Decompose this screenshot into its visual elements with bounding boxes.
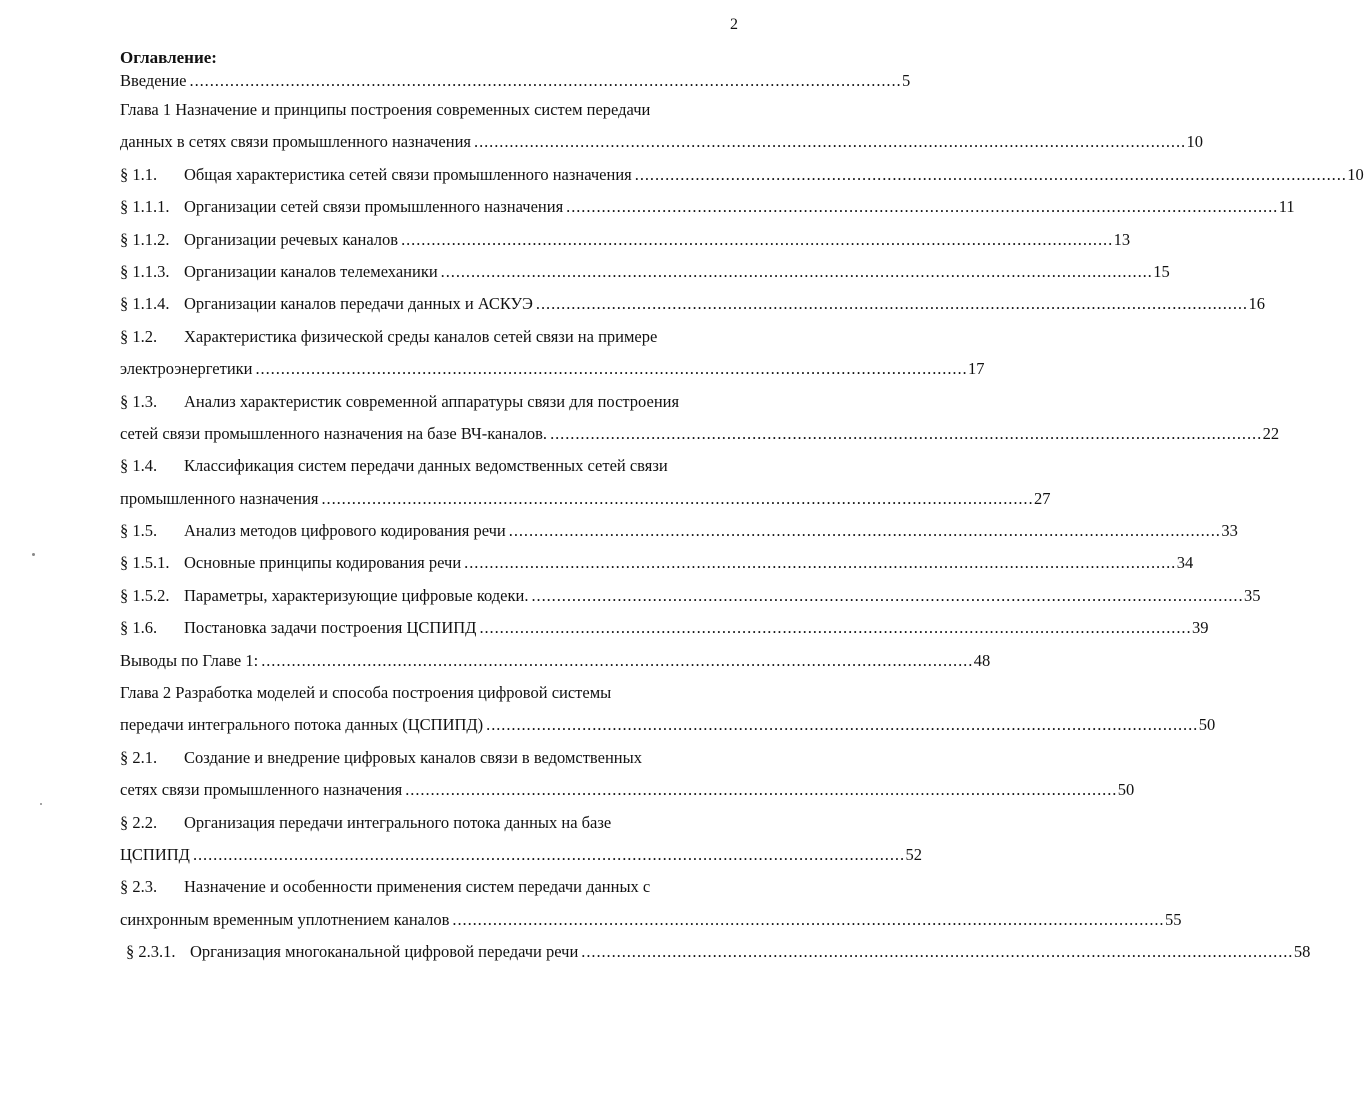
toc-entry-title: Общая характеристика сетей связи промышленного назначения [184, 164, 632, 184]
toc-entry [120, 936, 1311, 968]
toc-entry-title: передачи интегрального потока данных (ЦСПИПД) [120, 715, 484, 735]
toc-entry-page: 10 [1186, 132, 1204, 152]
toc-entry-number: § 1.5. [120, 521, 158, 541]
toc-entry-page: 39 [1191, 618, 1209, 638]
toc-entry-number: § 2.3.1. [126, 942, 176, 962]
toc-entry [120, 807, 742, 839]
toc-entry-page: 35 [1244, 585, 1261, 605]
toc-entry [120, 871, 742, 903]
toc-entry [120, 159, 1364, 191]
toc-entry [120, 742, 742, 774]
toc-entry-page: 15 [1153, 261, 1170, 281]
toc-entry-number: § 2.3. [120, 877, 158, 897]
toc-entry-title: Организации речевых каналов [184, 229, 399, 249]
toc-entry-title: Создание и внедрение цифровых каналов связи в ведомственных [184, 747, 642, 767]
toc-entry [120, 547, 1194, 579]
toc-entry-title: электроэнергетики [120, 359, 253, 379]
toc-leader-dots [474, 126, 1184, 158]
toc-entry-page: 22 [1262, 423, 1280, 443]
toc-leader-dots [566, 191, 1276, 223]
toc-title: Оглавление: [120, 48, 217, 67]
toc-leader-dots [405, 774, 1115, 806]
toc-leader-dots [581, 936, 1291, 968]
toc-entry-title: Анализ характеристик современной аппаратуры связи для построения [184, 391, 680, 411]
toc-entry-number: § 1.1.1. [120, 197, 170, 217]
toc-entry-title: Глава 2 Разработка моделей и способа построения цифровой системы [120, 683, 612, 703]
toc-leader-dots [452, 904, 1162, 936]
toc-lines [120, 68, 1364, 969]
toc-entry-page: 58 [1293, 942, 1311, 962]
toc-entry-page: 55 [1164, 909, 1182, 929]
toc-entry-title: Организации каналов передачи данных и АСКУЭ [184, 294, 533, 314]
toc-entry [120, 580, 1261, 612]
toc-entry-title: данных в сетях связи промышленного назначения [120, 132, 472, 152]
toc-entry [120, 839, 922, 871]
toc-entry [120, 68, 911, 94]
toc-entry-title: сетях связи промышленного назначения [120, 780, 403, 800]
toc-entry [120, 612, 1209, 644]
toc-entry-number: § 1.1.2. [120, 229, 170, 249]
toc-entry [120, 515, 1238, 547]
toc-leader-dots [261, 645, 971, 677]
toc-entry [120, 126, 1204, 158]
toc-leader-dots [550, 418, 1260, 450]
toc-entry-page: 50 [1198, 715, 1216, 735]
toc-entry-number: § 2.1. [120, 747, 158, 767]
toc-entry-title: Классификация систем передачи данных ведомственных сетей связи [184, 456, 668, 476]
toc-entry-number: § 1.3. [120, 391, 158, 411]
toc-leader-dots [193, 839, 903, 871]
toc-entry-number: § 1.1.4. [120, 294, 170, 314]
scan-speck [32, 553, 35, 556]
table-of-contents [120, 48, 1364, 969]
toc-entry-title: Организации сетей связи промышленного назначения [184, 197, 564, 217]
toc-entry-number: § 1.1.3. [120, 261, 170, 281]
toc-entry-title: Глава 1 Назначение и принципы построения современных систем передачи [120, 100, 651, 119]
toc-entry [120, 353, 985, 385]
toc-leader-dots [464, 547, 1174, 579]
page-number: 2 [730, 16, 738, 33]
toc-entry [120, 224, 1131, 256]
toc-leader-dots [536, 288, 1246, 320]
toc-entry-page: 5 [902, 71, 911, 90]
toc-entry [120, 904, 1182, 936]
toc-entry [120, 677, 742, 709]
toc-leader-dots [321, 483, 1031, 515]
toc-entry-number: § 1.5.2. [120, 585, 170, 605]
scan-speck [40, 803, 42, 805]
toc-entry-title: Организации каналов телемеханики [184, 261, 438, 281]
toc-entry-title: сетей связи промышленного назначения на базе ВЧ-каналов. [120, 423, 548, 443]
toc-entry-title: Организация многоканальной цифровой передачи речи [190, 942, 579, 962]
toc-entry-title: Назначение и особенности применения систем передачи данных с [184, 877, 651, 897]
toc-entry-page: 27 [1034, 488, 1051, 508]
toc-entry-number: § 1.1. [120, 164, 158, 184]
toc-entry-page: 50 [1117, 780, 1135, 800]
toc-entry-page: 10 [1347, 164, 1364, 184]
toc-entry-title: Характеристика физической среды каналов сетей связи на примере [184, 326, 658, 346]
toc-entry-page: 13 [1113, 229, 1131, 249]
toc-leader-dots [509, 515, 1219, 547]
toc-leader-dots [441, 256, 1151, 288]
toc-entry [120, 418, 1280, 450]
toc-leader-dots [486, 709, 1196, 741]
toc-entry-page: 34 [1176, 553, 1194, 573]
toc-entry-title: синхронным временным уплотнением каналов [120, 909, 450, 929]
toc-entry-title: ЦСПИПД [120, 844, 190, 864]
toc-entry [120, 321, 742, 353]
toc-entry [120, 709, 1216, 741]
toc-entry-page: 11 [1278, 197, 1295, 217]
toc-entry-page: 33 [1221, 521, 1238, 541]
toc-entry [120, 645, 991, 677]
toc-entry-title: Анализ методов цифрового кодирования речи [184, 521, 506, 541]
toc-entry-number: § 1.2. [120, 326, 158, 346]
toc-entry [120, 256, 1170, 288]
toc-entry-title: Введение [120, 71, 187, 90]
toc-leader-dots [531, 580, 1241, 612]
toc-entry [120, 94, 742, 126]
toc-entry-title: Основные принципы кодирования речи [184, 553, 462, 573]
toc-entry-page: 52 [905, 844, 922, 864]
toc-entry [120, 483, 1051, 515]
toc-entry [120, 288, 1265, 320]
toc-entry [120, 450, 742, 482]
toc-leader-dots [256, 353, 966, 385]
toc-entry-number: § 1.6. [120, 618, 158, 638]
toc-entry-title: промышленного назначения [120, 488, 319, 508]
toc-entry-page: 48 [973, 650, 991, 670]
toc-entry [120, 774, 1135, 806]
toc-entry-page: 17 [968, 359, 985, 379]
toc-leader-dots [401, 224, 1111, 256]
toc-leader-dots [635, 159, 1345, 191]
toc-entry-title: Выводы по Главе 1: [120, 650, 259, 670]
toc-entry [120, 386, 742, 418]
toc-entry-title: Организация передачи интегрального потока данных на базе [184, 812, 612, 832]
toc-entry-page: 16 [1248, 294, 1265, 314]
toc-entry [120, 191, 1295, 223]
toc-entry-number: § 1.4. [120, 456, 158, 476]
toc-entry-number: § 2.2. [120, 812, 158, 832]
toc-leader-dots [479, 612, 1189, 644]
toc-entry-title: Постановка задачи построения ЦСПИПД [184, 618, 477, 638]
toc-entry-title: Параметры, характеризующие цифровые кодеки. [184, 585, 529, 605]
toc-entry-number: § 1.5.1. [120, 553, 170, 573]
toc-leader-dots [190, 68, 900, 94]
